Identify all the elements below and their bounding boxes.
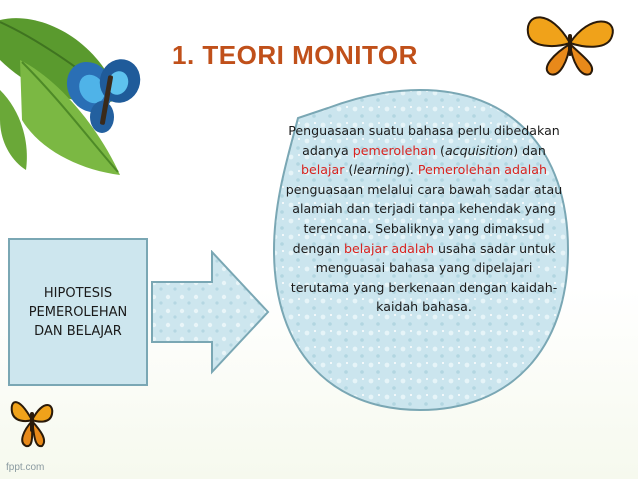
text-run: penguasaan melalui cara bawah sadar atau alamiah dan terjadi tanpa kehendak yang terencana. Sebaliknya yang dimaksud dengan — [285, 181, 563, 256]
definition-text — [285, 121, 563, 317]
hypothesis-box — [8, 238, 148, 386]
italic-learning: learning — [353, 162, 405, 178]
text-run: ) dan — [513, 142, 546, 158]
text-run: usaha sadar untuk menguasai bahasa yang dipelajari terutama yang berkenaan dengan kaidah-kaidah bahasa. — [290, 240, 558, 315]
hypothesis-label: HIPOTESIS PEMEROLEHAN DAN BELAJAR — [28, 285, 128, 339]
orange-butterfly-icon — [8, 390, 58, 450]
highlight-pemerolehan-adalah: Pemerolehan adalah — [417, 162, 547, 178]
italic-acquisition: acquisition — [444, 142, 514, 158]
right-arrow-icon — [150, 250, 270, 375]
text-run: ( — [436, 142, 445, 158]
text-run: ). — [404, 162, 418, 178]
orange-butterfly-icon — [520, 8, 620, 78]
text-run: ( — [344, 162, 354, 178]
highlight-belajar-adalah: belajar adalah — [344, 240, 435, 256]
text-run: Penguasaan suatu bahasa perlu dibedakan adanya — [288, 123, 560, 158]
footer-logo: fppt.com — [6, 462, 45, 473]
highlight-belajar: belajar — [301, 162, 345, 178]
blue-butterfly-icon — [62, 55, 152, 145]
slide-title: 1. TEORI MONITOR — [172, 40, 418, 70]
highlight-pemerolehan: pemerolehan — [352, 142, 437, 158]
